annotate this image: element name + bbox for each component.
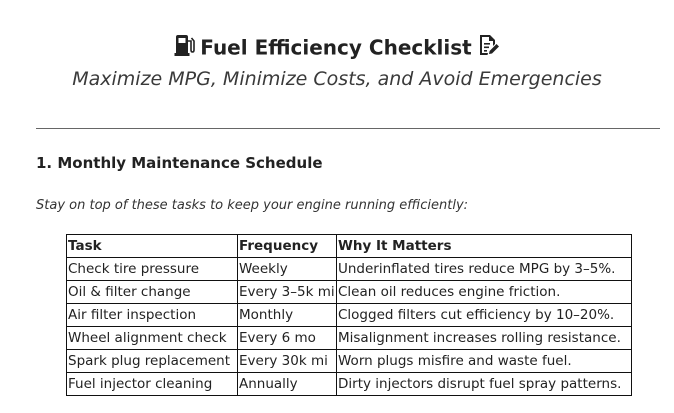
column-header-why: Why It Matters — [337, 235, 632, 258]
task-cell: Spark plug replacement — [67, 350, 238, 373]
task-cell: Wheel alignment check — [67, 327, 238, 350]
page-title: Fuel Efficiency Checklist — [200, 35, 472, 60]
table-row — [67, 258, 632, 281]
table-row — [67, 304, 632, 327]
section-heading: 1. Monthly Maintenance Schedule — [36, 154, 323, 172]
table-row — [67, 373, 632, 396]
fuel-pump-icon — [174, 33, 196, 62]
why-cell: Worn plugs misfire and waste fuel. — [337, 350, 632, 373]
checklist-edit-icon — [476, 33, 500, 62]
why-cell: Misalignment increases rolling resistance. — [337, 327, 632, 350]
divider — [36, 128, 660, 129]
maintenance-table — [66, 234, 632, 396]
why-cell: Dirty injectors disrupt fuel spray patterns. — [337, 373, 632, 396]
table-row — [67, 327, 632, 350]
column-header-frequency: Frequency — [238, 235, 337, 258]
frequency-cell: Every 6 mo — [238, 327, 337, 350]
frequency-cell: Weekly — [238, 258, 337, 281]
table-row — [67, 350, 632, 373]
title-row — [0, 33, 674, 62]
table-header-row — [67, 235, 632, 258]
table-row — [67, 281, 632, 304]
frequency-cell: Annually — [238, 373, 337, 396]
why-cell: Clean oil reduces engine friction. — [337, 281, 632, 304]
task-cell: Check tire pressure — [67, 258, 238, 281]
page-subtitle: Maximize MPG, Minimize Costs, and Avoid Emergencies — [72, 68, 602, 90]
why-cell: Underinflated tires reduce MPG by 3–5%. — [337, 258, 632, 281]
why-cell: Clogged filters cut efficiency by 10–20%. — [337, 304, 632, 327]
task-cell: Oil & filter change — [67, 281, 238, 304]
frequency-cell: Every 30k mi — [238, 350, 337, 373]
column-header-task: Task — [67, 235, 238, 258]
task-cell: Fuel injector cleaning — [67, 373, 238, 396]
task-cell: Air filter inspection — [67, 304, 238, 327]
frequency-cell: Every 3–5k mi — [238, 281, 337, 304]
section-intro: Stay on top of these tasks to keep your engine running efficiently: — [36, 198, 469, 213]
frequency-cell: Monthly — [238, 304, 337, 327]
